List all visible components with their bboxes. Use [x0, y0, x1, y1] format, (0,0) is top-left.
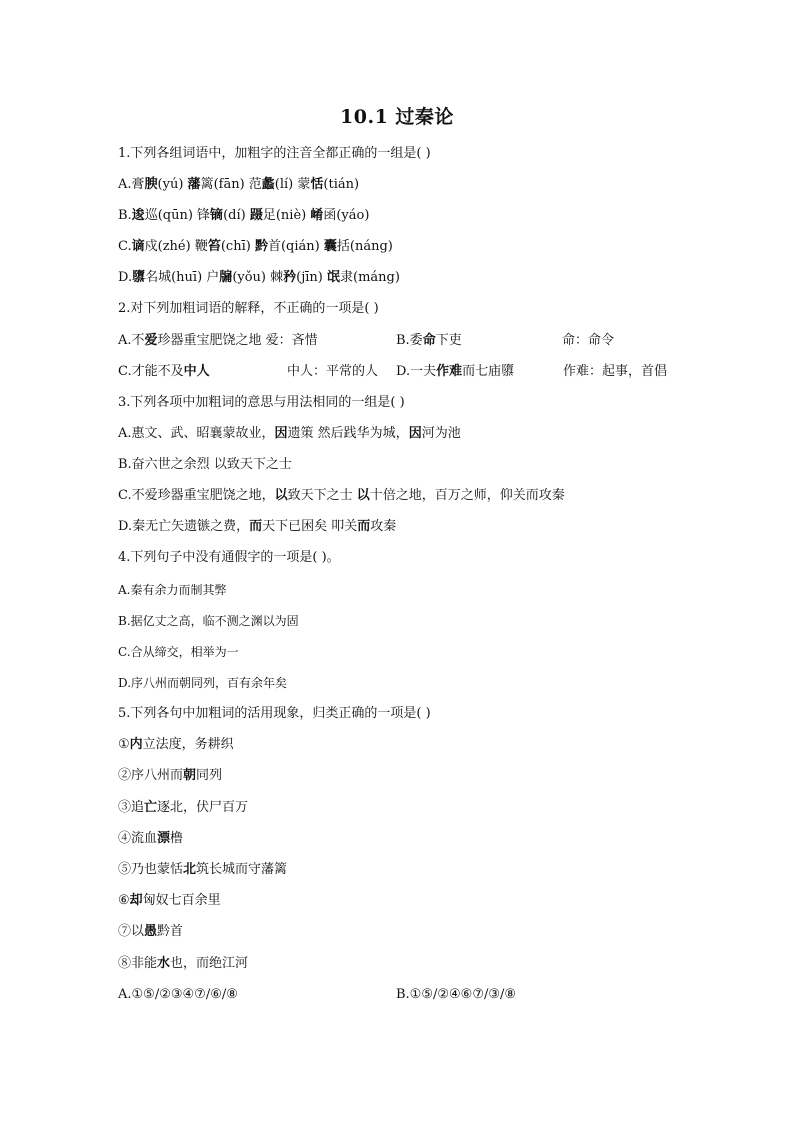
q1b-t4: (dí) — [223, 208, 250, 223]
q5-item-7 — [118, 923, 183, 941]
q3a-b1: 因 — [274, 426, 288, 441]
q5i4-t2: 橹 — [170, 831, 184, 846]
q1c-b7: 囊 — [323, 239, 337, 254]
q1a-b1: 腴 — [144, 177, 158, 192]
q5-stem: 5.下列各句中加粗词的活用现象，归类正确的一项是( ) — [118, 706, 431, 721]
q5-item-2 — [118, 767, 222, 785]
q5-item-8 — [118, 955, 248, 973]
q2a-t2: 珍器重宝肥饶之地 爱：吝惜 — [157, 333, 318, 348]
q5i8-b1: 水 — [157, 956, 171, 971]
q5i2-b1: 朝 — [183, 768, 197, 783]
q1a-t8: (tián) — [323, 177, 360, 192]
q2a-b1: 爱 — [144, 333, 158, 348]
q1-stem: 1.下列各组词语中，加粗字的注音全都正确的一组是( ) — [118, 146, 431, 161]
q1-option-b — [118, 207, 369, 225]
q5i5-b1: 北 — [183, 862, 197, 877]
q1c-t2: 戍(zhé) 鞭 — [144, 239, 208, 254]
q3-option-a — [118, 425, 461, 443]
q2c-b1: 中人 — [183, 364, 210, 379]
q2-option-d-explanation: 作难：起事，首倡 — [563, 364, 668, 379]
q3a-t4: 河为池 — [421, 426, 461, 441]
q2c-t0: C.才能不及 — [118, 364, 184, 379]
q5i2-t2: 同列 — [196, 768, 223, 783]
q1c-t4: (chī) — [220, 239, 255, 254]
q5-item-3 — [118, 799, 248, 817]
q1d-b1: 隳 — [132, 270, 146, 285]
q1a-t6: (lí) 蒙 — [274, 177, 311, 192]
q5i7-t2: 黔首 — [157, 924, 184, 939]
q1a-b3: 藩 — [187, 177, 201, 192]
q3-option-b: B.奋六世之余烈 以致天下之士 — [118, 457, 292, 472]
q5i4-b1: 漂 — [157, 831, 171, 846]
q5-item-6 — [118, 892, 221, 910]
q5i1-t0: ① — [118, 737, 130, 752]
q1d-b3: 牖 — [219, 270, 233, 285]
q5i6-b1: 却 — [129, 893, 143, 908]
q3c-t2: 致天下之士 — [287, 488, 357, 503]
q4-stem: 4.下列句子中没有通假字的一项是( )。 — [118, 550, 340, 565]
q5i1-t2: 立法度，务耕织 — [142, 737, 234, 752]
q5i1-b1: 内 — [129, 737, 143, 752]
q1b-b5: 蹑 — [249, 208, 263, 223]
q3d-b1: 而 — [249, 519, 263, 534]
q1d-t0: D. — [118, 270, 133, 285]
q1c-t6: 首(qián) — [267, 239, 324, 254]
q1a-t0: A.膏 — [118, 177, 145, 192]
q3-option-c — [118, 487, 565, 505]
q1d-b5: 矜 — [283, 270, 297, 285]
q3-stem: 3.下列各项中加粗词的意思与用法相同的一组是( ) — [118, 395, 405, 410]
q3d-t2: 天下已困矣 叩关 — [262, 519, 358, 534]
q1c-b3: 笞 — [207, 239, 221, 254]
q3c-t0: C.不爱珍器重宝肥饶之地， — [118, 488, 275, 503]
q1b-t8: 函(yáo) — [323, 208, 370, 223]
q1b-t0: B. — [118, 208, 132, 223]
q3c-b1: 以 — [274, 488, 288, 503]
q5i5-t2: 筑长城而守藩篱 — [196, 862, 288, 877]
q4-option-b: B.据亿丈之高，临不测之渊以为固 — [118, 614, 299, 628]
q3a-b3: 因 — [408, 426, 422, 441]
q1c-b5: 黔 — [254, 239, 268, 254]
q2a-t0: A.不 — [118, 333, 145, 348]
q3-option-d — [118, 518, 396, 536]
q1-option-d — [118, 269, 400, 287]
q5i2-t0: ②序八州而 — [118, 768, 184, 783]
q3c-t4: 十倍之地，百万之师，仰关而攻秦 — [369, 488, 565, 503]
q1d-b7: 氓 — [327, 270, 341, 285]
q1d-t2: 名城(huī) 户 — [145, 270, 220, 285]
q2-option-b — [396, 332, 462, 350]
q4-option-a: A.秦有余力而制其弊 — [118, 583, 227, 597]
q4-option-d: D.序八州而朝同列，百有余年矣 — [118, 676, 288, 690]
q1d-t6: (jīn) — [296, 270, 327, 285]
q3d-b3: 而 — [357, 519, 371, 534]
q4-option-c: C.合从缔交，相举为一 — [118, 645, 239, 659]
q1c-b1: 谪 — [131, 239, 145, 254]
q5i3-b1: 亡 — [144, 800, 158, 815]
page-title: 10.1 过秦论 — [340, 106, 454, 128]
q5-item-4 — [118, 830, 183, 848]
q2-stem: 2.对下列加粗词语的解释，不正确的一项是( ) — [118, 301, 379, 316]
q5i5-t0: ⑤乃也蒙恬 — [118, 862, 184, 877]
q1a-b7: 恬 — [310, 177, 324, 192]
q2-option-d — [396, 363, 514, 381]
q5i6-t2: 匈奴七百余里 — [142, 893, 221, 908]
q5i8-t0: ⑧非能 — [118, 956, 158, 971]
q5i3-t0: ③追 — [118, 800, 145, 815]
q2d-t0: D.一夫 — [396, 364, 437, 379]
q5i3-t2: 逐北，伏尸百万 — [157, 800, 249, 815]
q2-option-a — [118, 332, 318, 350]
q1b-b3: 镝 — [210, 208, 224, 223]
q1a-t2: (yú) — [157, 177, 188, 192]
q5i7-b1: 愚 — [144, 924, 158, 939]
q5-item-1 — [118, 736, 234, 754]
q1c-t8: 括(náng) — [336, 239, 393, 254]
q1-option-c — [118, 238, 393, 256]
q3a-t2: 遗策 然后践华为城， — [287, 426, 409, 441]
q2d-b1: 作难 — [436, 364, 463, 379]
q2-option-c — [118, 363, 210, 381]
q5i7-t0: ⑦以 — [118, 924, 145, 939]
q3a-t0: A.惠文、武、昭襄蒙故业， — [118, 426, 275, 441]
q5-item-5 — [118, 861, 287, 879]
q2b-b1: 命 — [422, 333, 436, 348]
q2-option-b-explanation: 命：命令 — [562, 333, 615, 348]
q3d-t4: 攻秦 — [370, 519, 397, 534]
q1a-t4: 篱(fān) 范 — [200, 177, 262, 192]
q5i8-t2: 也，而绝江河 — [170, 956, 249, 971]
q2d-t2: 而七庙隳 — [462, 364, 515, 379]
q3d-t0: D.秦无亡矢遗镞之费， — [118, 519, 250, 534]
q1c-t0: C. — [118, 239, 132, 254]
q5i6-t0: ⑥ — [118, 893, 130, 908]
q5-option-a: A.①⑤/②③④⑦/⑥/⑧ — [118, 987, 238, 1002]
q3c-b3: 以 — [356, 488, 370, 503]
q5i4-t0: ④流血 — [118, 831, 158, 846]
q2b-t2: 下吏 — [435, 333, 462, 348]
q2-option-c-explanation: 中人：平常的人 — [287, 364, 379, 379]
q1-option-a — [118, 176, 359, 194]
q1b-b1: 逡 — [131, 208, 145, 223]
q1b-b7: 崤 — [310, 208, 324, 223]
q5-option-b: B.①⑤/②④⑥⑦/③/⑧ — [396, 987, 517, 1002]
q1b-t2: 巡(qūn) 锋 — [144, 208, 211, 223]
q2b-t0: B.委 — [396, 333, 423, 348]
q1d-t8: 隶(máng) — [340, 270, 400, 285]
q1d-t4: (yǒu) 棘 — [232, 270, 284, 285]
q1a-b5: 蠡 — [261, 177, 275, 192]
q1b-t6: 足(niè) — [262, 208, 311, 223]
